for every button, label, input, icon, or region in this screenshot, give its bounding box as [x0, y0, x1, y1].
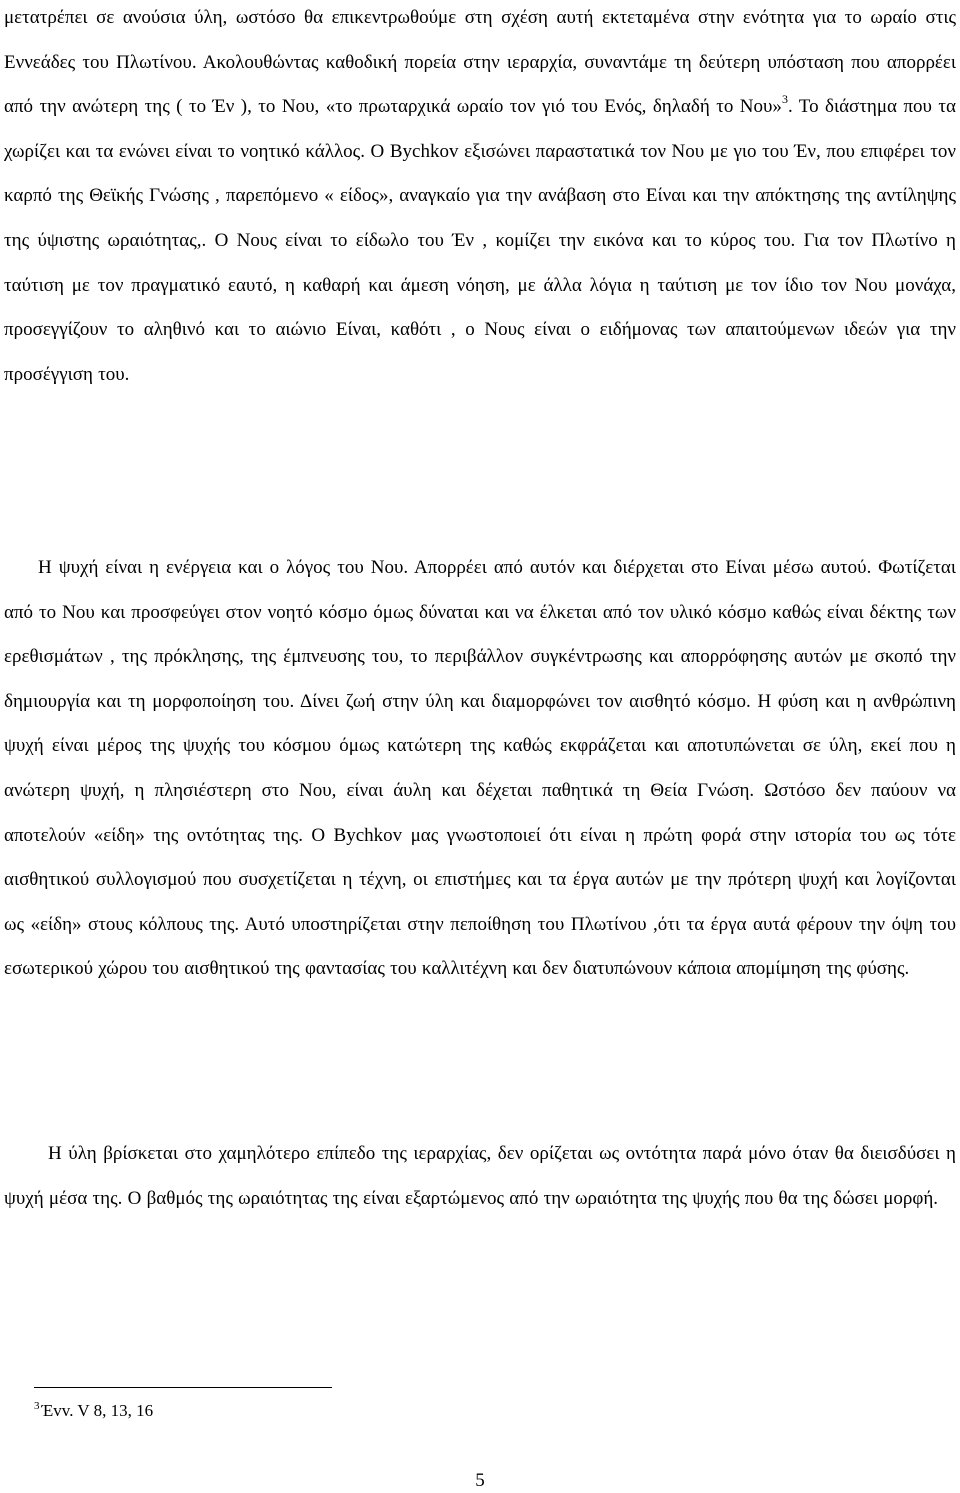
footnote-mark: 3 — [34, 1400, 40, 1412]
footnote-reference: 3 — [781, 92, 788, 107]
paragraph-nous-text-start: μετατρέπει σε ανούσια ύλη, ωστόσο θα επικεντρωθούμε στη σχέση αυτή εκτεταμένα στην ενότητα για το ωραίο στις Εννεάδες του Πλωτίνου. Ακολουθώντας καθοδική πορεία στην ιεραρχία, συναντάμε τη δεύτερη υπόσταση που απορρέει από την ανώτερη της ( το Έν ), το Νου, «το πρωταρχικά ωραίο τον γιό του Ενός, δηλαδή το Νου» — [4, 7, 956, 118]
paragraph-soul: Η ψυχή είναι η ενέργεια και ο λόγος του Νου. Απορρέει από αυτόν και διέρχεται στο Είναι μέσω αυτού. Φωτίζεται από το Νου και προσφεύγει στον νοητό κόσμο όμως δύναται και να έλκεται από τον υλικό κόσμο καθώς είναι δέκτης των ερεθισμάτων , της πρόκλησης, της έμπνευσης του, το περιβάλλον συγκέντρωσης και απορρόφησης αυτών με σκοπό την δημιουργία και τη μορφοποίηση του. Δίνει ζωή στην ύλη και διαμορφώνει τον αισθητό κόσμο. Η φύση και η ανθρώπινη ψυχή είναι μέρος της ψυχής του κόσμου όμως κατώτερη της καθώς εκφράζεται και αποτυπώνεται σε ύλη, εκεί που η ανώτερη ψυχή, η πλησιέστερη στο Νου, είναι άυλη και δέχεται παθητικά τη Θεία Γνώση. Ωστόσο δεν παύουν να αποτελούν «είδη» της οντότητας της. Ο Bychkov μας γνωστοποιεί ότι είναι η πρώτη φορά στην ιστορία του ως τότε αισθητικού συλλογισμού που συσχετίζεται η τέχνη, οι επιστήμες και τα έργα αυτών με την πρότερη ψυχή και λογίζονται ως «είδη» στους κόλπους της. Αυτό υποστηρίζεται στην πεποίθηση του Πλωτίνου ,ότι τα έργα αυτά φέρουν την όψη του εσωτερικού χώρου του αισθητικού της φαντασίας του καλλιτέχνη και δεν διατυπώνουν κάποια απομίμηση της φύσης. — [4, 557, 956, 980]
page-number: 5 — [475, 1470, 485, 1491]
paragraph-nous — [4, 0, 956, 397]
footnote — [34, 1400, 153, 1422]
footnote-separator — [34, 1387, 332, 1388]
paragraph-matter: Η ύλη βρίσκεται στο χαμηλότερο επίπεδο της ιεραρχίας, δεν ορίζεται ως οντότητα παρά μόνο όταν θα διεισδύσει η ψυχή μέσα της. Ο βαθμός της ωραιότητας της είναι εξαρτώμενος από την ωραιότητα της ψυχής που θα της δώσει μορφή. — [4, 1143, 956, 1209]
footnote-text: Έvv. V 8, 13, 16 — [41, 1401, 154, 1420]
paragraph-nous-text-end: . Το διάστημα που τα χωρίζει και τα ενώνει είναι το νοητικό κάλλος. Ο Bychkov εξισώνει παραστατικά τον Νου με γιο του Έν, που επιφέρει τον καρπό της Θεϊκής Γνώσης , παρεπόμενο « είδος», αναγκαίο για την ανάβαση στο Είναι και την απόκτησης της αντίληψης της ύψιστης ωραιότητας,. Ο Νους είναι το είδωλο του Έν , κομίζει την εικόνα και το κύρος του. Για τον Πλωτίνο η ταύτιση με τον πραγματικό εαυτό, η καθαρή και άμεση νόηση, με άλλα λόγια η ταύτιση με τον ίδιο τον Νου μονάχα, προσεγγίζουν το αληθινό και το αιώνιο Είναι, καθότι , ο Νους είναι ο ειδήμονας των απαιτούμενων ιδεών για την προσέγγιση του. — [4, 96, 956, 385]
